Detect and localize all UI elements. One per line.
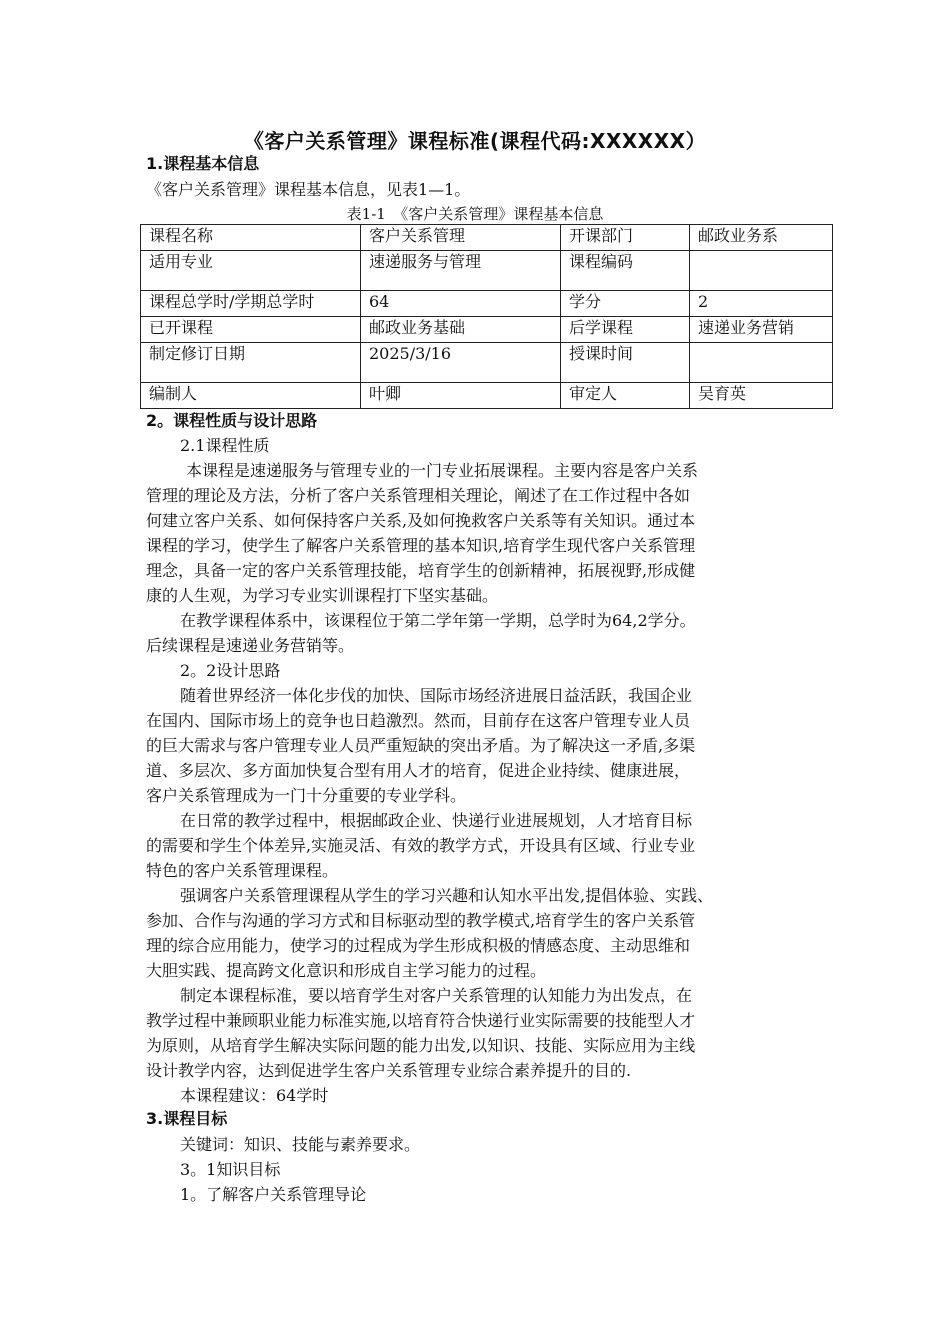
section-2-heading: 2。课程性质与设计思路 (146, 411, 318, 430)
table-cell: 速递业务营销 (690, 317, 833, 343)
paragraph-line: 管理的理论及方法，分析了客户关系管理相关理论，阐述了在工作过程中各如 (146, 486, 691, 505)
paragraph-line: 课程的学习，使学生了解客户关系管理的基本知识,培育学生现代客户关系管理 (146, 536, 696, 555)
table-cell: 制定修订日期 (141, 343, 361, 383)
table-cell: 2 (690, 291, 833, 317)
table-row (141, 251, 833, 291)
paragraph-line: 在教学课程体系中，该课程位于第二学年第一学期，总学时为64,2学分。 (180, 611, 696, 630)
keywords-line: 关键词：知识、技能与素养要求。 (180, 1135, 421, 1154)
table-cell: 客户关系管理 (361, 225, 561, 251)
table-cell: 叶卿 (361, 383, 561, 409)
table-cell: 已开课程 (141, 317, 361, 343)
table-row (141, 225, 833, 251)
paragraph-line: 理的综合应用能力，使学习的过程成为学生形成积极的情感态度、主动思维和 (146, 936, 691, 955)
paragraph-line: 在日常的教学过程中，根据邮政企业、快递行业进展规划，人才培育目标 (180, 811, 693, 830)
subheading-course-nature: 2.1课程性质 (180, 436, 270, 455)
table-cell: 授课时间 (561, 343, 690, 383)
table-cell: 2025/3/16 (361, 343, 561, 383)
table-row (141, 343, 833, 383)
section-1-intro: 《客户关系管理》课程基本信息，见表1—1。 (146, 180, 471, 199)
table-cell: 吴育英 (690, 383, 833, 409)
table-cell: 编制人 (141, 383, 361, 409)
paragraph-line: 道、多层次、多方面加快复合型有用人才的培育，促进企业持续、健康进展， (146, 761, 691, 780)
subheading-design-approach: 2。2设计思路 (180, 661, 281, 680)
table-cell (690, 343, 833, 383)
paragraph-line: 制定本课程标准，要以培育学生对客户关系管理的认知能力为出发点，在 (180, 986, 693, 1005)
table-cell: 课程总学时/学期总学时 (141, 291, 361, 317)
table-cell (690, 251, 833, 291)
table-row (141, 317, 833, 343)
table-cell: 速递服务与管理 (361, 251, 561, 291)
paragraph-line: 本课程是速递服务与管理专业的一门专业拓展课程。主要内容是客户关系 (186, 461, 699, 480)
paragraph-line: 的巨大需求与客户管理专业人员严重短缺的突出矛盾。为了解决这一矛盾,多渠 (146, 736, 696, 755)
table-cell: 学分 (561, 291, 690, 317)
paragraph-line: 设计教学内容，达到促进学生客户关系管理专业综合素养提升的目的. (146, 1061, 632, 1080)
paragraph-line: 随着世界经济一体化步伐的加快、国际市场经济进展日益活跃，我国企业 (180, 686, 693, 705)
table-caption: 表1-1 《客户关系管理》课程基本信息 (346, 205, 604, 223)
paragraph-line: 的需要和学生个体差异,实施灵活、有效的教学方式，开设具有区域、行业专业 (146, 836, 696, 855)
paragraph-line: 在国内、国际市场上的竞争也日趋激烈。然而，目前存在这客户管理专业人员 (146, 711, 691, 730)
document-title: 《客户关系管理》课程标准(课程代码:XXXXXX） (243, 129, 707, 153)
suggested-hours: 本课程建议：64学时 (180, 1086, 329, 1105)
table-cell: 邮政业务系 (690, 225, 833, 251)
paragraph-line: 强调客户关系管理课程从学生的学习兴趣和认知水平出发,提倡体验、实践、 (180, 886, 714, 905)
paragraph-line: 参加、合作与沟通的学习方式和目标驱动型的教学模式,培育学生的客户关系管 (146, 911, 696, 930)
paragraph-line: 后续课程是速递业务营销等。 (146, 636, 355, 655)
goal-item: 1。了解客户关系管理导论 (180, 1185, 367, 1204)
table-cell: 审定人 (561, 383, 690, 409)
table-row (141, 291, 833, 317)
table-row (141, 383, 833, 409)
table-cell: 课程编码 (561, 251, 690, 291)
paragraph-line: 特色的客户关系管理课程。 (146, 861, 339, 880)
table-cell: 后学课程 (561, 317, 690, 343)
subheading-knowledge-goals: 3。1知识目标 (180, 1160, 281, 1179)
paragraph-line: 大胆实践、提高跨文化意识和形成自主学习能力的过程。 (146, 961, 547, 980)
paragraph-line: 客户关系管理成为一门十分重要的专业学科。 (146, 786, 467, 805)
section-3-heading: 3.课程目标 (146, 1109, 228, 1128)
paragraph-line: 理念，具备一定的客户关系管理技能，培育学生的创新精神，拓展视野,形成健 (146, 561, 696, 580)
table-cell: 邮政业务基础 (361, 317, 561, 343)
section-1-heading: 1.课程基本信息 (146, 154, 260, 173)
table-cell: 开课部门 (561, 225, 690, 251)
paragraph-line: 为原则，从培育学生解决实际问题的能力出发,以知识、技能、实际应用为主线 (146, 1036, 696, 1055)
table-cell: 适用专业 (141, 251, 361, 291)
paragraph-line: 教学过程中兼顾职业能力标准实施,以培育符合快递行业实际需要的技能型人才 (146, 1011, 696, 1030)
course-info-table (140, 224, 833, 409)
paragraph-line: 康的人生观，为学习专业实训课程打下坚实基础。 (146, 586, 499, 605)
table-cell: 课程名称 (141, 225, 361, 251)
table-cell: 64 (361, 291, 561, 317)
paragraph-line: 何建立客户关系、如何保持客户关系,及如何挽救客户关系等有关知识。通过本 (146, 511, 696, 530)
